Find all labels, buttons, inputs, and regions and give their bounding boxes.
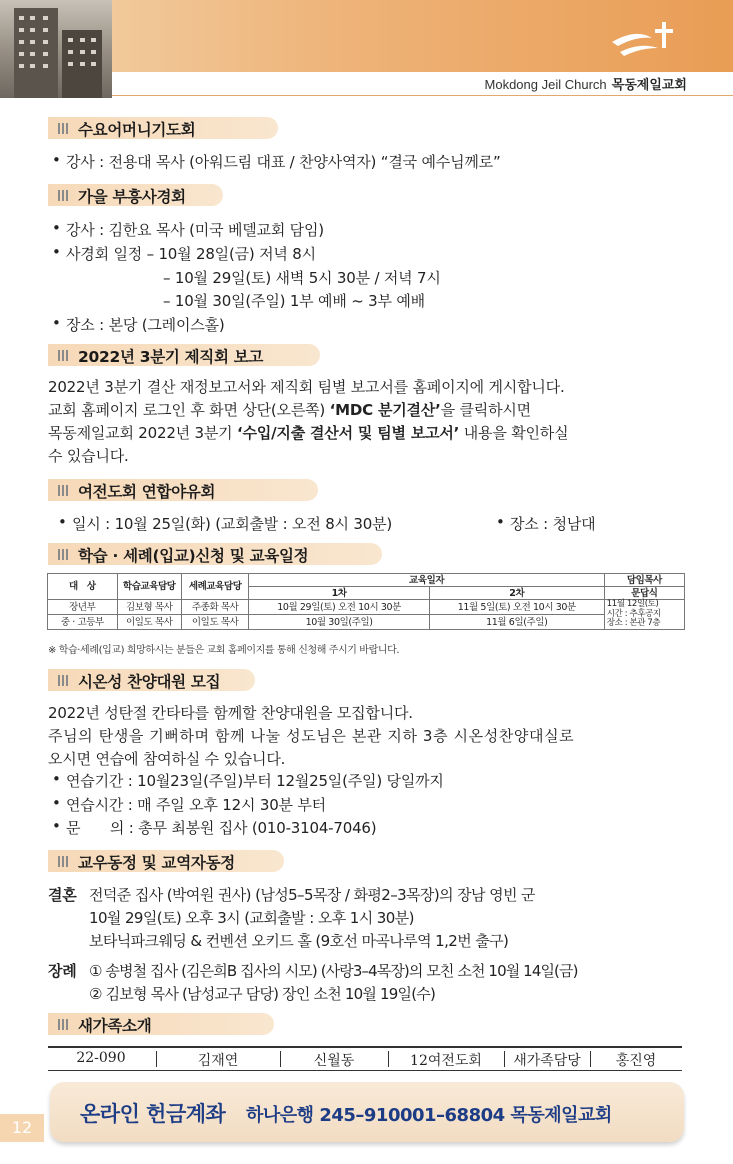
section-title: 수요어머니기도회 xyxy=(78,121,196,139)
church-logo-icon xyxy=(606,14,682,58)
report-line: 교회 홈페이지 로그인 후 화면 상단(오른쪽) ‘MDC 분기결산’을 클릭하시면 xyxy=(48,401,531,419)
report-paragraph xyxy=(48,376,688,468)
revival-speaker: • 강사 : 김한요 목사 (미국 베델교회 담임) xyxy=(66,219,324,240)
col-pastor: 담임목사 xyxy=(604,574,684,587)
report-line: 2022년 3분기 결산 재정보고서와 제직회 팀별 보고서를 홈페이지에 게시합니다. xyxy=(48,378,565,396)
new-family-number: 22-090 xyxy=(76,1050,126,1066)
table-row: 장년부 김보형 목사 주종화 목사 10월 29일(토) 오전 10시 30분 11월 5일(토) 오전 10시 30분 11월 12일(토) 시간 : 추후공지 장소 : 본관 7층 xyxy=(48,600,685,615)
wedding-line: 전덕준 집사 (박여원 권사) (남성5–5목장 / 화평2–3목장)의 장남 영빈 군 xyxy=(89,886,535,904)
wedding-label: 결혼 xyxy=(48,886,77,904)
church-name-ko: 목동제일교회 xyxy=(611,77,687,92)
new-family-group: 12여전도회 xyxy=(410,1053,482,1069)
header-rule xyxy=(112,95,733,96)
new-family-name: 김재연 xyxy=(197,1053,239,1069)
heading-bullet-icon xyxy=(58,549,70,560)
col-dates: 교육일자 xyxy=(249,574,604,587)
heading-bullet-icon xyxy=(58,123,70,134)
offering-label: 온라인 헌금계좌 xyxy=(80,1102,226,1126)
choir-period: • 연습기간 : 10월23일(주일)부터 12월25일(주일) 당일까지 xyxy=(66,770,444,791)
heading-bullet-icon xyxy=(58,675,70,686)
revival-schedule-2: – 10월 29일(토) 새벽 5시 30분 / 저녁 7시 xyxy=(163,269,441,287)
col-learn: 학습교육담당 xyxy=(117,574,181,600)
new-family-role: 새가족담당 xyxy=(513,1053,581,1069)
heading-bullet-icon xyxy=(58,350,70,361)
page-number: 12 xyxy=(0,1114,44,1142)
choir-contact: • 문 의 : 총무 최봉원 집사 (010-3104-7046) xyxy=(66,817,376,838)
funeral-label: 장례 xyxy=(48,962,77,980)
church-name xyxy=(485,74,687,93)
heading-bullet-icon xyxy=(58,856,70,867)
offering-account: 하나은행 245–910001–68804 목동제일교회 xyxy=(246,1105,612,1126)
section-title: 시온성 찬양대원 모집 xyxy=(78,673,221,691)
report-line: 목동제일교회 2022년 3분기 ‘수입/지출 결산서 및 팀별 보고서’ 내용을 확인하실 xyxy=(48,424,569,442)
section-title: 교우동정 및 교역자동정 xyxy=(78,854,235,872)
revival-schedule: • 사경회 일정 – 10월 28일(금) 저녁 8시 xyxy=(66,243,316,264)
funeral-line: ② 김보형 목사 (남성교구 담당) 장인 소천 10월 19일(수) xyxy=(89,985,435,1003)
section-title: 학습 · 세례(입교)신청 및 교육일정 xyxy=(78,547,309,565)
revival-place: • 장소 : 본당 (그레이스홀) xyxy=(66,314,224,335)
baptism-note: ※ 학습·세례(입교) 희망하시는 분들은 교회 홈페이지를 통해 신청해 주시기 바랍니다. xyxy=(48,645,400,656)
new-family-table xyxy=(48,1046,682,1071)
baptism-schedule-table xyxy=(47,573,685,630)
picnic-date: • 일시 : 10월 25일(화) (교회출발 : 오전 8시 30분) xyxy=(72,513,392,534)
heading-bullet-icon xyxy=(58,190,70,201)
choir-time: • 연습시간 : 매 주일 오후 12시 30분 부터 xyxy=(66,794,326,815)
page-header xyxy=(0,0,733,98)
choir-paragraph: 2022년 성탄절 칸타타를 함께할 찬양대원을 모집합니다. 주님의 탄생을 기뻐하며 함께 나눌 성도님은 본관 지하 3층 시온성찬양대실로 오시면 연습에 참여하실 수 있습니다. xyxy=(48,704,575,768)
col-interview: 문답식 xyxy=(604,587,684,600)
picnic-place: • 장소 : 청남대 xyxy=(510,513,595,534)
church-name-en: Mokdong Jeil Church xyxy=(484,77,607,92)
wedding-line: 보타닉파크웨딩 & 컨벤션 오키드 홀 (9호선 마곡나루역 1,2번 출구) xyxy=(89,932,509,950)
col-baptism: 세례교육담당 xyxy=(181,574,248,600)
new-family-area: 신월동 xyxy=(313,1053,355,1069)
revival-schedule-3: – 10월 30일(주일) 1부 예배 ~ 3부 예배 xyxy=(163,292,425,310)
col-target: 대 상 xyxy=(48,574,118,600)
section-title: 여전도회 연합야유회 xyxy=(78,483,216,501)
section-title: 2022년 3분기 제직회 보고 xyxy=(78,348,264,366)
new-family-manager: 홍진영 xyxy=(615,1053,657,1069)
section-title: 가을 부흥사경회 xyxy=(78,188,186,206)
funeral-line: ① 송병철 집사 (김은희B 집사의 시모) (사랑3–4목장)의 모친 소천 10월 14일(금) xyxy=(89,962,578,980)
prayer-speaker: • 강사 : 전용대 목사 (아워드림 대표 / 찬양사역자) “결국 예수님께로” xyxy=(66,151,501,172)
section-title: 새가족소개 xyxy=(78,1017,152,1035)
heading-bullet-icon xyxy=(58,1019,70,1030)
col-first: 1차 xyxy=(249,587,429,600)
report-line: 수 있습니다. xyxy=(48,447,129,465)
church-building-photo xyxy=(0,0,112,98)
wedding-line: 10월 29일(토) 오후 3시 (교회출발 : 오후 1시 30분) xyxy=(89,909,414,927)
heading-bullet-icon xyxy=(58,485,70,496)
col-second: 2차 xyxy=(429,587,604,600)
table-row: 중 · 고등부 이일도 목사 이일도 목사 10월 30일(주일) 11월 6일(주일) xyxy=(48,615,685,630)
quarterly-settlement-link-text: ‘MDC 분기결산’ xyxy=(329,401,441,419)
online-offering-banner xyxy=(50,1082,684,1142)
pastor-interview-cell: 11월 12일(토) 시간 : 추후공지 장소 : 본관 7층 xyxy=(604,600,684,630)
